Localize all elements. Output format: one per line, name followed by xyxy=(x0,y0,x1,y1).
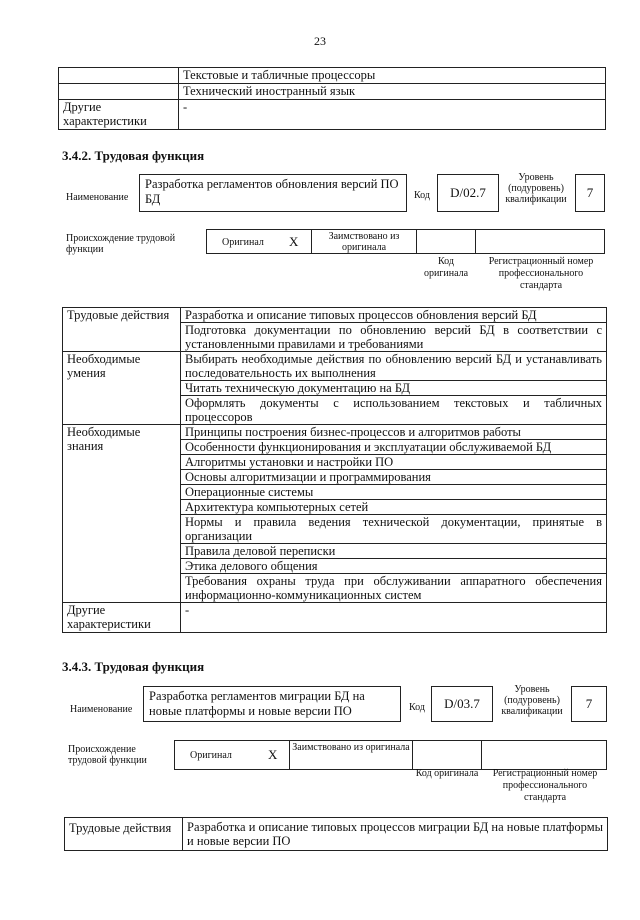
table-cell: Технический иностранный язык xyxy=(179,84,606,100)
code-original-caption: Код оригинала xyxy=(415,768,479,779)
borrowed-label: Заимствовано из оригинала xyxy=(292,742,410,753)
table-cell: Архитектура компьютерных сетей xyxy=(181,500,607,515)
table-cell: Требования охраны труда при обслуживании аппаратного обеспечения информационно-коммуникационных систем xyxy=(181,574,607,603)
level-value: 7 xyxy=(575,174,605,212)
borrowed-label: Заимствовано из оригинала xyxy=(328,231,400,253)
original-label: Оригинал xyxy=(222,237,264,248)
labor-function-table xyxy=(64,817,608,851)
level-label: Уровень (подуровень) квалификации xyxy=(505,172,567,205)
reg-number-cell xyxy=(475,229,605,254)
table-cell: Операционные системы xyxy=(181,485,607,500)
table-cell: Особенности функционирования и эксплуатации обслуживаемой БД xyxy=(181,440,607,455)
code-original-caption: Код оригинала xyxy=(423,256,469,279)
reg-number-caption: Регистрационный номер профессионального стандарта xyxy=(488,256,594,291)
level-value: 7 xyxy=(571,686,607,722)
code-label: Код xyxy=(409,702,425,713)
top-characteristics-table xyxy=(58,67,606,130)
table-cell: Читать техническую документацию на БД xyxy=(181,381,607,396)
table-cell: Разработка и описание типовых процессов обновления версий БД xyxy=(181,308,607,323)
section-heading: 3.4.2. Трудовая функция xyxy=(62,148,205,163)
table-cell: Правила деловой переписки xyxy=(181,544,607,559)
other-characteristics-label: Другие характеристики xyxy=(59,100,179,130)
table-cell: Основы алгоритмизации и программирования xyxy=(181,470,607,485)
table-cell: Текстовые и табличные процессоры xyxy=(179,68,606,84)
page-number: 23 xyxy=(314,34,326,48)
origin-label: Происхождение трудовой функции xyxy=(66,233,176,255)
other-characteristics-label: Другие характеристики xyxy=(63,603,181,633)
table-cell: Разработка и описание типовых процессов миграции БД на новые платформы и новые версии ПО xyxy=(183,818,608,851)
labor-function-table xyxy=(62,307,607,633)
code-label: Код xyxy=(414,190,430,201)
table-cell: Алгоритмы установки и настройки ПО xyxy=(181,455,607,470)
section-heading: 3.4.3. Трудовая функция xyxy=(62,659,205,674)
table-cell: Этика делового общения xyxy=(181,559,607,574)
actions-label: Трудовые действия xyxy=(65,818,183,851)
table-cell: Принципы построения бизнес-процессов и алгоритмов работы xyxy=(181,425,607,440)
name-label: Наименование xyxy=(70,704,133,715)
code-original-cell xyxy=(416,229,476,254)
function-code: D/03.7 xyxy=(431,686,493,722)
function-name: Разработка регламентов миграции БД на новые платформы и новые версии ПО xyxy=(143,686,401,722)
function-code: D/02.7 xyxy=(437,174,499,212)
actions-label: Трудовые действия xyxy=(63,308,181,352)
level-label: Уровень (подуровень) квалификации xyxy=(501,684,563,717)
name-label: Наименование xyxy=(66,192,129,203)
other-characteristics-value: - xyxy=(181,603,607,633)
knowledge-label: Необходимые знания xyxy=(63,425,181,603)
table-cell: Подготовка документации по обновлению версий БД в соответствии с установленными правилами и требованиями xyxy=(181,323,607,352)
reg-number-caption: Регистрационный номер профессионального стандарта xyxy=(492,768,598,803)
function-name: Разработка регламентов обновления версий ПО БД xyxy=(139,174,407,212)
table-cell: Выбирать необходимые действия по обновлению версий БД и устанавливать последовательность их выполнения xyxy=(181,352,607,381)
skills-label: Необходимые умения xyxy=(63,352,181,425)
original-mark: X xyxy=(268,747,278,762)
code-original-cell xyxy=(412,740,482,770)
table-cell: Оформлять документы с использованием текстовых и табличных процессоров xyxy=(181,396,607,425)
reg-number-cell xyxy=(481,740,607,770)
origin-label: Происхождение трудовой функции xyxy=(68,744,147,766)
other-characteristics-value: - xyxy=(179,100,606,130)
original-label: Оригинал xyxy=(190,750,232,761)
original-mark: X xyxy=(289,234,299,249)
table-cell: Нормы и правила ведения технической документации, принятые в организации xyxy=(181,515,607,544)
